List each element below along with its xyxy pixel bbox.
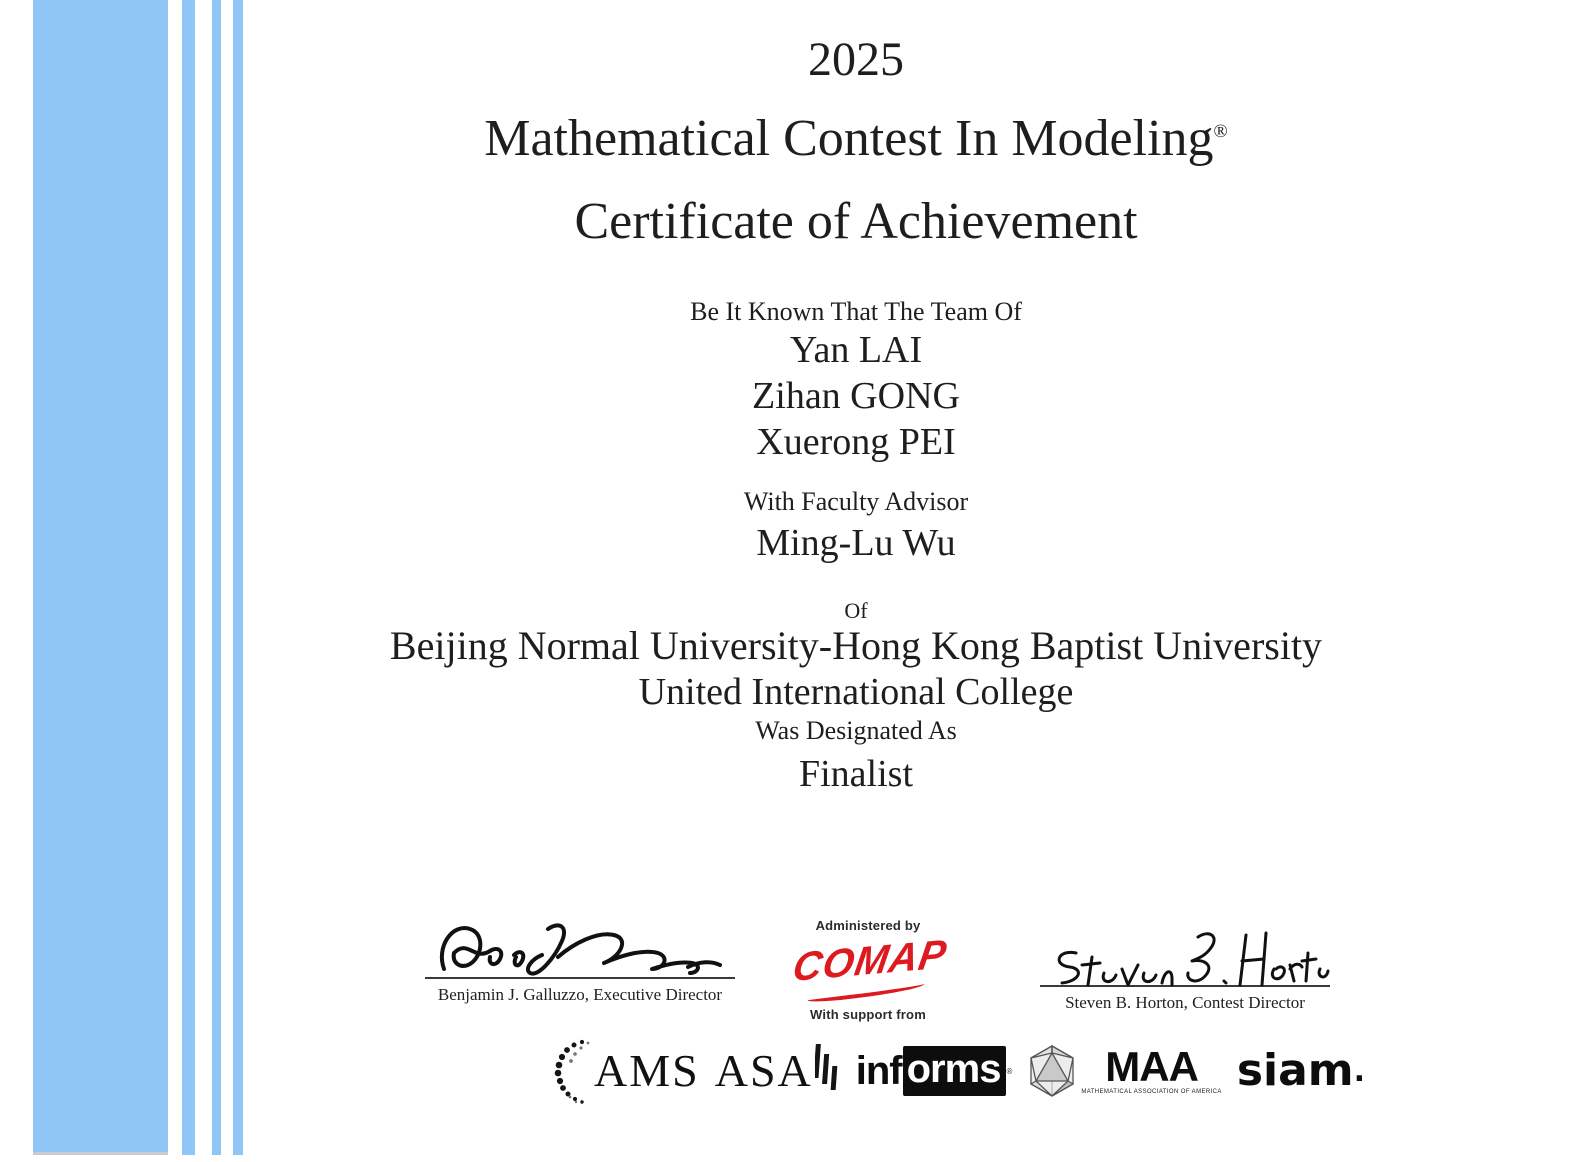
institution-name-line2: United International College <box>638 670 1074 713</box>
comap-logo-text: COMAP <box>789 931 951 991</box>
maa-caption-text: MATHEMATICAL ASSOCIATION OF AMERICA <box>1081 1088 1222 1095</box>
designation-value: Finalist <box>798 752 914 795</box>
horton-signature-icon <box>1040 923 1330 1001</box>
executive-director-signature-block <box>425 903 735 1005</box>
faculty-advisor-name: Ming-Lu Wu <box>756 521 956 564</box>
institution-name-line1: Beijing Normal University-Hong Kong Baptist University <box>389 622 1323 668</box>
team-member-name: Yan LAI <box>789 329 923 372</box>
administered-by-label: Administered by <box>815 918 921 933</box>
signature-line <box>1040 985 1330 987</box>
ams-logo-text: AMS <box>594 1045 700 1096</box>
informs-logo <box>856 1046 1013 1096</box>
contest-director-signature-block <box>1040 923 1330 1013</box>
team-member-name: Zihan GONG <box>752 375 960 418</box>
certificate-year: 2025 <box>808 33 904 86</box>
maa-logo <box>1027 1044 1221 1098</box>
team-intro-label: Be It Known That The Team Of <box>690 297 1022 327</box>
maa-text-column <box>1081 1043 1222 1095</box>
asa-logo-text: ASA <box>714 1045 813 1096</box>
of-label: Of <box>844 597 868 623</box>
informs-logo-box: orms <box>903 1046 1007 1096</box>
informs-registered-mark: ® <box>1006 1066 1013 1076</box>
siam-period-mark: . <box>1353 1053 1366 1089</box>
siam-logo <box>1236 1045 1366 1096</box>
maa-icosahedron-icon <box>1027 1044 1077 1098</box>
contest-director-name: Steven B. Horton, Contest Director <box>1065 993 1305 1012</box>
executive-director-name: Benjamin J. Galluzzo, Executive Director <box>437 985 723 1004</box>
with-support-from-label: With support from <box>810 1007 926 1022</box>
informs-logo-text-prefix: inf <box>855 1048 902 1093</box>
certificate-subtitle: Certificate of Achievement <box>574 193 1138 251</box>
signature-area <box>0 895 1582 1045</box>
galluzzo-signature-icon <box>430 903 730 993</box>
ams-dots-arc-icon <box>548 1037 594 1105</box>
ams-logo <box>548 1037 700 1105</box>
asa-bars-icon <box>815 1042 841 1094</box>
signature-line <box>425 977 735 979</box>
comap-logo <box>789 931 951 1005</box>
team-member-name: Xuerong PEI <box>756 421 956 464</box>
asa-logo <box>714 1045 841 1096</box>
maa-logo-text: MAA <box>1105 1043 1198 1091</box>
certificate-title <box>130 108 1582 170</box>
faculty-advisor-label: With Faculty Advisor <box>743 487 969 517</box>
designation-label: Was Designated As <box>755 715 957 745</box>
comap-block <box>789 917 951 1022</box>
certificate-title-text: Mathematical Contest In Modeling <box>484 110 1214 167</box>
registered-trademark-mark: ® <box>1213 121 1228 143</box>
siam-logo-text: siam <box>1236 1045 1354 1096</box>
sponsor-logos-row <box>548 1036 1365 1106</box>
certificate-body <box>130 0 1582 798</box>
